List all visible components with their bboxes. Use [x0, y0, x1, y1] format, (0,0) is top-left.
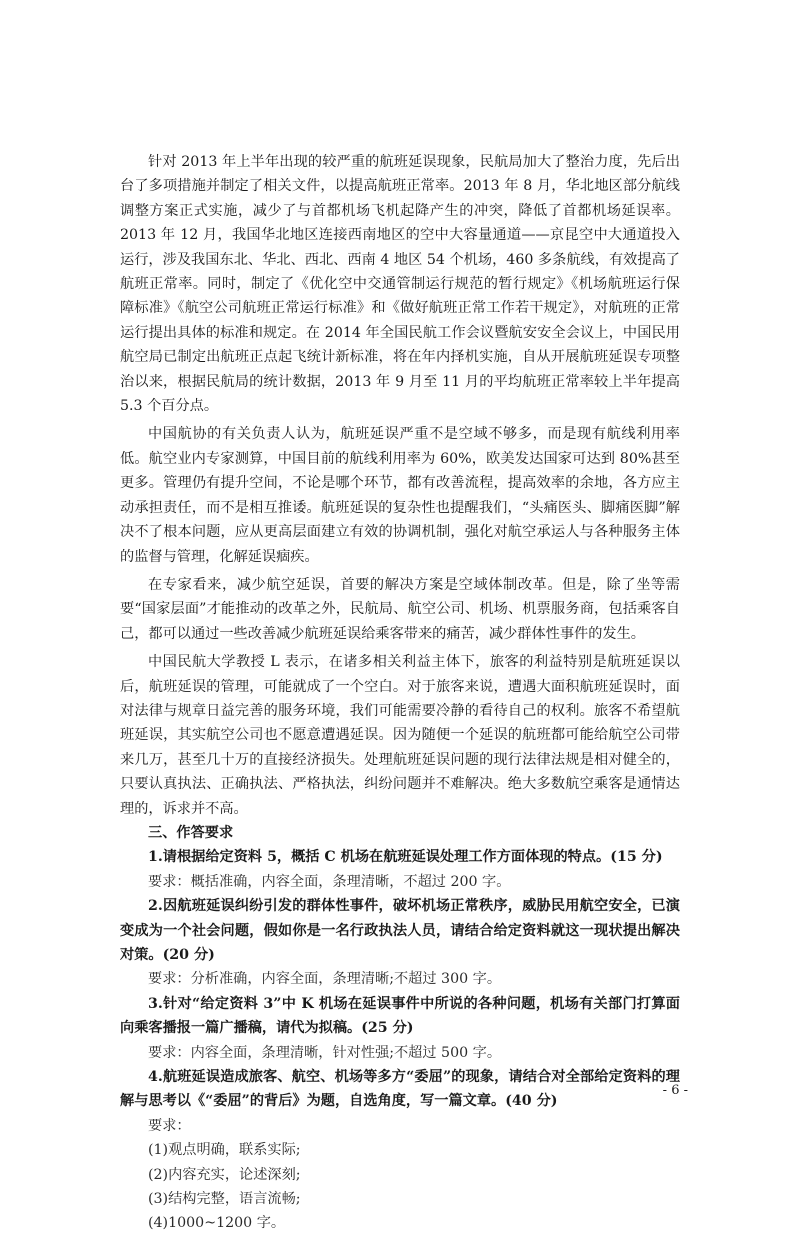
essay-requirement-4: (4)1000~1200 字。	[148, 1215, 286, 1232]
paragraph-1: 针对 2013 年上半年出现的较严重的航班延误现象，民航局加大了整治力度，先后出台了多项措施并制定了相关文件，以提高航班正常率。2013 年 8 月，华北地区部分航线调整方案正式实施，减少了与首都机场飞机起降产生的冲突，降低了首都机场延误率。2013 年 12 月，我国华北地区连接西南地区的空中大容量通道——京昆空中大通道投入运行，涉及我国东北、华北、西北、西南 4 地区 54 个机场，460 多条航线，有效提高了航班正常率。同时，制定了《优化空中交通管制运行规范的暂行规定》《机场航班运行保障标准》《航空公司航班正常运行标准》和《做好航班正常工作若干规定》，对航班的正常运行提出具体的标准和规定。在 2014 年全国民航工作会议暨航安安全会议上，中国民用航空局已制定出航班正点起飞统计新标准，将在年内择机实施，自从开展航班延误专项整治以来，根据民航局的统计数据，2013 年 9 月至 11 月的平均航班正常率较上半年提高 5.3 个百分点。	[120, 154, 680, 415]
question-2-requirement: 要求：分析准确，内容全面，条理清晰;不超过 300 字。	[148, 971, 502, 988]
question-2: 2.因航班延误纠纷引发的群体性事件，破坏机场正常秩序，威胁民用航空安全，已演变成为一个社会问题，假如你是一名行政执法人员，请结合给定资料就这一现状提出解决对策。(20 分)	[120, 898, 680, 963]
question-3-requirement: 要求：内容全面，条理清晰，针对性强;不超过 500 字。	[148, 1044, 502, 1061]
question-1-requirement: 要求：概括准确，内容全面，条理清晰，不超过 200 字。	[148, 873, 511, 890]
paragraph-4: 中国民航大学教授 L 表示，在诸多相关利益主体下，旅客的利益特别是航班延误以后，航班延误的管理，可能就成了一个空白。对于旅客来说，遭遇大面积航班延误时，面对法律与规章日益完善的服务环境，我们可能需要冷静的看待自己的权利。旅客不希望航班延误，其实航空公司也不愿意遭遇延误。因为随便一个延误的航班都可能给航空公司带来几万，甚至几十万的直接经济损失。处理航班延误问题的现行法律法规是相对健全的，只要认真执法、正确执法、严格执法，纠纷问题并不难解决。绝大多数航空乘客是通情达理的，诉求并不高。	[120, 654, 680, 817]
essay-requirement-1: (1)观点明确，联系实际;	[148, 1142, 301, 1159]
paragraph-3: 在专家看来，减少航空延误，首要的解决方案是空域体制改革。但是，除了坐等需要“国家层面”才能推动的改革之外，民航局、航空公司、机场、机票服务商，包括乘客自己，都可以通过一些改善减少航班延误给乘客带来的痛苦，减少群体性事件的发生。	[120, 576, 680, 642]
paragraph-2: 中国航协的有关负责人认为，航班延误严重不是空域不够多，而是现有航线利用率低。航空业内专家测算，中国目前的航线利用率为 60%，欧美发达国家可达到 80%甚至更多。管理仍有提升空间，不论是哪个环节，都有改善流程，提高效率的余地，各方应主动承担责任，而不是相互推诿。航班延误的复杂性也提醒我们，“头痛医头、脚痛医脚”解决不了根本问题，应从更高层面建立有效的协调机制，强化对航空承运人与各种服务主体的监督与管理，化解延误痼疾。	[120, 426, 680, 565]
question-1: 1.请根据给定资料 5，概括 C 机场在航班延误处理工作方面体现的特点。(15 分)	[148, 849, 663, 866]
question-3: 3.针对“给定资料 3”中 K 机场在延误事件中所说的各种问题，机场有关部门打算面向乘客播报一篇广播稿，请代为拟稿。(25 分)	[120, 995, 680, 1037]
document-page	[120, 150, 680, 1236]
question-4-requirement: 要求：	[148, 1117, 191, 1134]
section-heading: 三、作答要求	[148, 824, 234, 841]
question-4: 4.航班延误造成旅客、航空、机场等多方“委屈”的现象，请结合对全部给定资料的理解与思考以《“委屈”的背后》为题，自选角度，写一篇文章。(40 分)	[120, 1069, 680, 1110]
essay-requirement-3: (3)结构完整，语言流畅;	[148, 1191, 301, 1208]
essay-requirement-2: (2)内容充实，论述深刻;	[148, 1166, 301, 1183]
page-number: - 6 -	[662, 1083, 688, 1098]
